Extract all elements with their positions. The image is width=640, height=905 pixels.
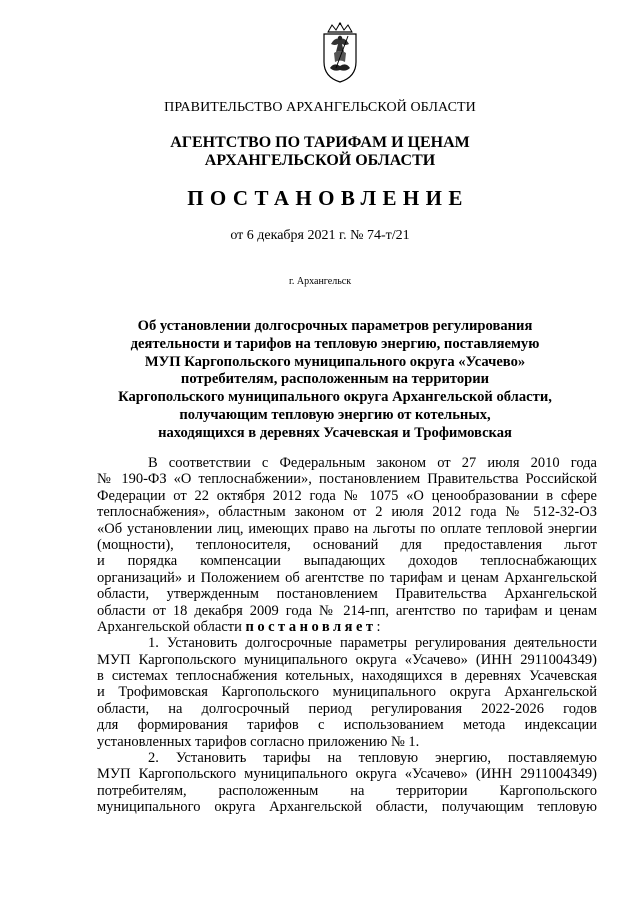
paragraph-line: и Трофимовская Каргопольского муниципального округа Архангельской [97, 684, 597, 701]
document-title [80, 318, 590, 443]
paragraph-line: «Об установлении лиц, имеющих право на льготы по оплате тепловой энергии [97, 520, 597, 537]
government-name: ПРАВИТЕЛЬСТВО АРХАНГЕЛЬСКОЙ ОБЛАСТИ [164, 100, 476, 115]
paragraph-line: № 190-ФЗ «О теплоснабжении», постановлением Правительства Российской [97, 471, 597, 488]
agency-name-line: АРХАНГЕЛЬСКОЙ ОБЛАСТИ [204, 152, 436, 169]
paragraph-line: организаций» и Положением об агентстве по тарифам и ценам Архангельской [97, 569, 597, 586]
paragraph-line [97, 619, 597, 635]
paragraph-line: МУП Каргопольского муниципального округа «Усачево» (ИНН 2911004349) [97, 766, 597, 783]
title-line: Об установлении долгосрочных параметров регулирования [137, 318, 533, 334]
paragraph-line: установленных тарифов согласно приложению № 1. [97, 733, 420, 750]
preamble-end: Архангельской области [97, 618, 242, 635]
resolves-word: постановляет [245, 618, 377, 635]
title-line: деятельности и тарифов на тепловую энергию, поставляемую [130, 335, 540, 352]
paragraph-line: области от 18 декабря 2009 года № 214-пп, агентство по тарифам и ценам [97, 602, 597, 619]
paragraph-line: В соответствии с Федеральным законом от 27 июля 2010 года [148, 455, 597, 471]
paragraph-line: теплоснабжения», областным законом от 2 июля 2012 года № 512-32-ОЗ [97, 504, 597, 521]
paragraph-line: и порядка компенсации выпадающих доходов теплоснабжающих [97, 553, 597, 570]
paragraph-line: в системах теплоснабжения котельных, находящихся в деревнях Усачевская [97, 668, 597, 685]
title-line: потребителям, расположенным на территории [180, 371, 490, 388]
paragraph-line: Федерации от 22 октября 2012 года № 1075 «О ценообразовании в сфере [97, 487, 597, 504]
title-line: МУП Каргопольского муниципального округа «Усачево» [144, 353, 526, 370]
paragraph-line: для формирования тарифов с использованием метода индексации [97, 717, 597, 734]
paragraph-line: муниципального округа Архангельской области, получающим тепловую [97, 799, 597, 816]
resolves-colon: : [376, 618, 381, 635]
paragraph-line: (мощности), теплоносителя, оснований для предоставления льгот [97, 536, 597, 553]
paragraph-line: МУП Каргопольского муниципального округа «Усачево» (ИНН 2911004349) [97, 651, 597, 668]
paragraph-line: 2. Установить тарифы на тепловую энергию, поставляемую [148, 750, 597, 767]
paragraph-line: области, на долгосрочный период регулирования 2022-2026 годов [97, 700, 597, 717]
document-type: ПОСТАНОВЛЕНИЕ [187, 186, 469, 210]
city-name: г. Архангельск [288, 276, 352, 287]
coat-of-arms-icon [318, 22, 362, 84]
document-body [97, 455, 597, 816]
paragraph-line: 1. Установить долгосрочные параметры регулирования деятельности [148, 635, 597, 652]
agency-name [0, 134, 640, 170]
agency-name-line: АГЕНТСТВО ПО ТАРИФАМ И ЦЕНАМ [170, 134, 470, 151]
title-line: находящихся в деревнях Усачевская и Трофимовская [158, 424, 512, 441]
date-and-number: от 6 декабря 2021 г. № 74-т/21 [230, 228, 410, 243]
paragraph-line: потребителям, расположенным на территории Каргопольского [97, 782, 597, 799]
title-line: получающим тепловую энергию от котельных, [179, 406, 491, 423]
title-line: Каргопольского муниципального округа Архангельской области, [118, 389, 552, 406]
paragraph-line: области, утвержденным постановлением Правительства Архангельской [97, 586, 597, 603]
